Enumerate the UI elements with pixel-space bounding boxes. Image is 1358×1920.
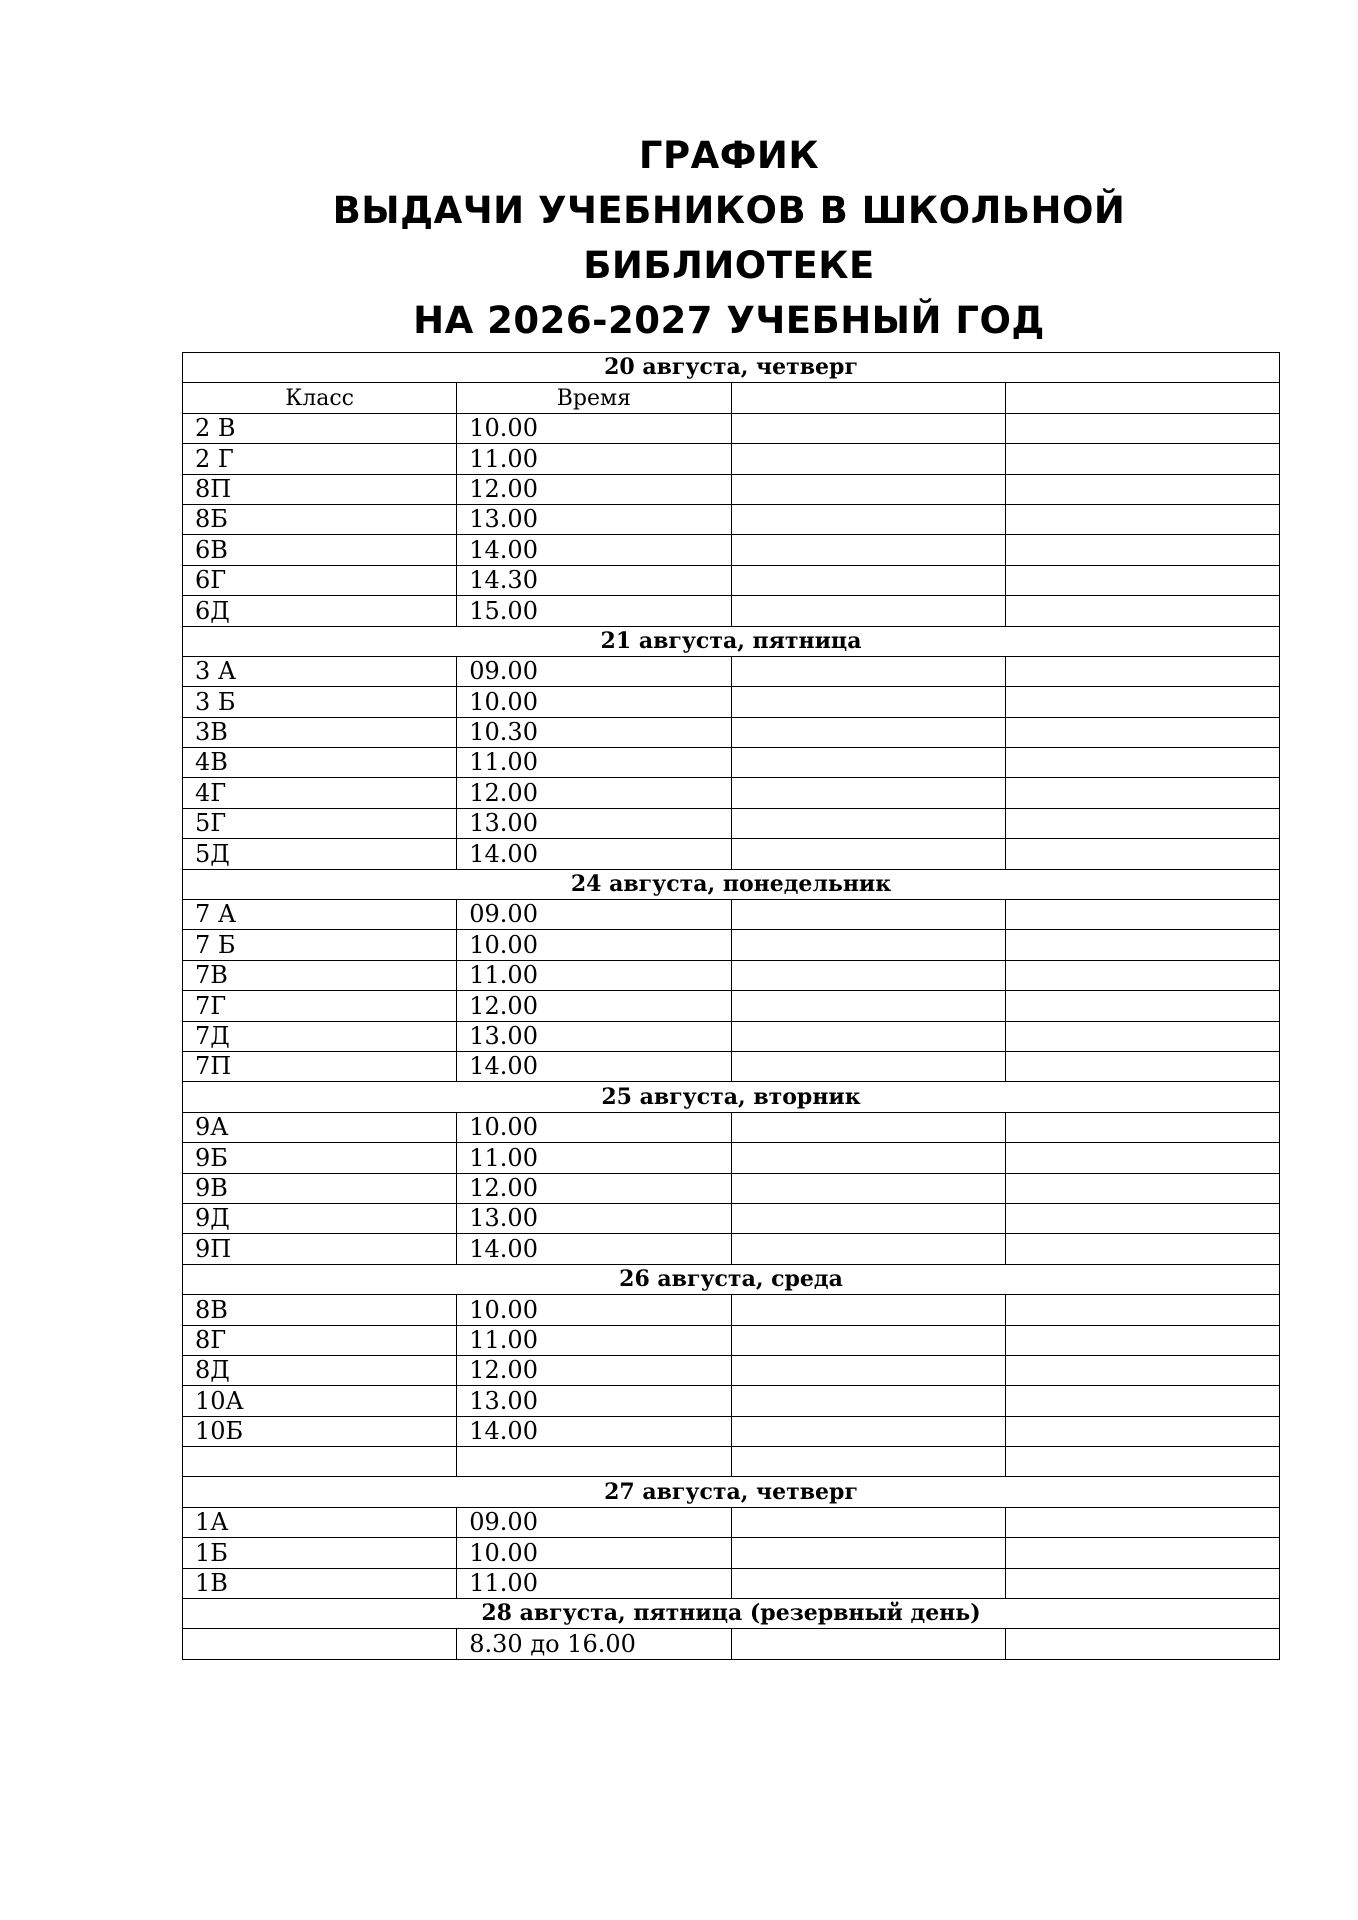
table-row bbox=[183, 596, 1280, 626]
empty-cell bbox=[731, 991, 1005, 1021]
empty-cell bbox=[1005, 717, 1279, 747]
empty-cell bbox=[1005, 596, 1279, 626]
table-row bbox=[183, 778, 1280, 808]
empty-cell bbox=[731, 1143, 1005, 1173]
class-cell: 4Г bbox=[183, 778, 457, 808]
empty-cell bbox=[1005, 1568, 1279, 1598]
empty-cell bbox=[731, 535, 1005, 565]
class-cell: 3 Б bbox=[183, 687, 457, 717]
class-cell: 10А bbox=[183, 1386, 457, 1416]
empty-cell bbox=[1005, 444, 1279, 474]
time-cell: 14.00 bbox=[457, 1416, 731, 1446]
class-cell: 9В bbox=[183, 1173, 457, 1203]
table-row bbox=[183, 1568, 1280, 1598]
empty-cell bbox=[731, 1173, 1005, 1203]
time-cell: 14.00 bbox=[457, 839, 731, 869]
empty-cell bbox=[731, 930, 1005, 960]
day-header: 21 августа, пятница bbox=[183, 626, 1280, 656]
day-header: 27 августа, четверг bbox=[183, 1477, 1280, 1507]
class-cell: 3В bbox=[183, 717, 457, 747]
empty-cell bbox=[731, 1051, 1005, 1081]
empty-cell bbox=[1005, 808, 1279, 838]
empty-cell bbox=[1005, 1051, 1279, 1081]
class-cell: 2 Г bbox=[183, 444, 457, 474]
empty-cell bbox=[1005, 1325, 1279, 1355]
class-cell: 5Г bbox=[183, 808, 457, 838]
empty-cell bbox=[731, 565, 1005, 595]
table-row bbox=[183, 1355, 1280, 1385]
class-cell: 7 Б bbox=[183, 930, 457, 960]
class-cell bbox=[183, 1629, 457, 1659]
table-row bbox=[183, 960, 1280, 990]
table-row bbox=[183, 474, 1280, 504]
time-cell: 14.00 bbox=[457, 535, 731, 565]
table-row bbox=[183, 1021, 1280, 1051]
empty-cell bbox=[1005, 1203, 1279, 1233]
empty-cell bbox=[731, 504, 1005, 534]
day-header: 28 августа, пятница (резервный день) bbox=[183, 1599, 1280, 1629]
empty-cell bbox=[731, 900, 1005, 930]
time-cell: 11.00 bbox=[457, 960, 731, 990]
empty-cell bbox=[1005, 1021, 1279, 1051]
empty-cell bbox=[731, 839, 1005, 869]
day-header: 20 августа, четверг bbox=[183, 353, 1280, 383]
empty-cell bbox=[731, 778, 1005, 808]
table-row bbox=[183, 1143, 1280, 1173]
table-row bbox=[183, 535, 1280, 565]
day-header-row bbox=[183, 1477, 1280, 1507]
class-cell: 9А bbox=[183, 1112, 457, 1142]
class-cell: 8П bbox=[183, 474, 457, 504]
day-header: 26 августа, среда bbox=[183, 1264, 1280, 1294]
time-cell: 12.00 bbox=[457, 991, 731, 1021]
class-cell: 9Б bbox=[183, 1143, 457, 1173]
time-cell: 10.00 bbox=[457, 1538, 731, 1568]
time-cell: 13.00 bbox=[457, 1386, 731, 1416]
table-row bbox=[183, 1173, 1280, 1203]
day-header: 24 августа, понедельник bbox=[183, 869, 1280, 899]
empty-cell bbox=[1005, 930, 1279, 960]
table-row bbox=[183, 900, 1280, 930]
empty-cell bbox=[731, 656, 1005, 686]
table-row bbox=[183, 991, 1280, 1021]
day-header-row bbox=[183, 1082, 1280, 1112]
empty-cell bbox=[731, 1447, 1005, 1477]
table-row bbox=[183, 1447, 1280, 1477]
title-line-4: НА 2026-2027 УЧЕБНЫЙ ГОД bbox=[413, 299, 1045, 342]
empty-cell bbox=[1005, 504, 1279, 534]
class-cell: 7 А bbox=[183, 900, 457, 930]
empty-cell bbox=[731, 1234, 1005, 1264]
empty-cell bbox=[731, 748, 1005, 778]
time-cell: 09.00 bbox=[457, 900, 731, 930]
time-cell: 09.00 bbox=[457, 1507, 731, 1537]
table-row bbox=[183, 1507, 1280, 1537]
table-row bbox=[183, 1325, 1280, 1355]
table-row bbox=[183, 808, 1280, 838]
empty-cell bbox=[731, 413, 1005, 443]
empty-cell bbox=[731, 1416, 1005, 1446]
column-header: Класс bbox=[183, 383, 457, 413]
empty-cell bbox=[1005, 1355, 1279, 1385]
column-header bbox=[1005, 383, 1279, 413]
table-row bbox=[183, 1112, 1280, 1142]
empty-cell bbox=[731, 1325, 1005, 1355]
class-cell: 6В bbox=[183, 535, 457, 565]
time-cell: 14.30 bbox=[457, 565, 731, 595]
empty-cell bbox=[731, 808, 1005, 838]
title-line-2: ВЫДАЧИ УЧЕБНИКОВ В ШКОЛЬНОЙ bbox=[332, 189, 1126, 232]
empty-cell bbox=[1005, 1629, 1279, 1659]
time-cell: 11.00 bbox=[457, 748, 731, 778]
time-cell: 11.00 bbox=[457, 1325, 731, 1355]
empty-cell bbox=[731, 717, 1005, 747]
time-cell: 11.00 bbox=[457, 1568, 731, 1598]
time-cell bbox=[457, 1447, 731, 1477]
empty-cell bbox=[731, 1355, 1005, 1385]
time-cell: 14.00 bbox=[457, 1234, 731, 1264]
class-cell: 8Г bbox=[183, 1325, 457, 1355]
empty-cell bbox=[731, 1295, 1005, 1325]
empty-cell bbox=[1005, 1416, 1279, 1446]
time-cell: 10.00 bbox=[457, 413, 731, 443]
table-row bbox=[183, 1416, 1280, 1446]
class-cell: 9П bbox=[183, 1234, 457, 1264]
day-header-row bbox=[183, 1264, 1280, 1294]
time-cell: 12.00 bbox=[457, 1355, 731, 1385]
empty-cell bbox=[1005, 960, 1279, 990]
time-cell: 12.00 bbox=[457, 778, 731, 808]
day-header-row bbox=[183, 353, 1280, 383]
empty-cell bbox=[1005, 1295, 1279, 1325]
title-line-1: ГРАФИК bbox=[638, 134, 820, 177]
empty-cell bbox=[1005, 900, 1279, 930]
table-row bbox=[183, 1051, 1280, 1081]
empty-cell bbox=[731, 687, 1005, 717]
empty-cell bbox=[1005, 1143, 1279, 1173]
class-cell: 5Д bbox=[183, 839, 457, 869]
day-header-row bbox=[183, 1599, 1280, 1629]
time-cell: 10.00 bbox=[457, 1112, 731, 1142]
class-cell: 9Д bbox=[183, 1203, 457, 1233]
time-cell: 10.30 bbox=[457, 717, 731, 747]
empty-cell bbox=[731, 1538, 1005, 1568]
column-header: Время bbox=[457, 383, 731, 413]
empty-cell bbox=[1005, 535, 1279, 565]
time-cell: 11.00 bbox=[457, 444, 731, 474]
title-line-3: БИБЛИОТЕКЕ bbox=[583, 244, 875, 287]
class-cell: 7П bbox=[183, 1051, 457, 1081]
empty-cell bbox=[731, 1386, 1005, 1416]
empty-cell bbox=[731, 596, 1005, 626]
class-cell: 3 А bbox=[183, 656, 457, 686]
time-cell: 10.00 bbox=[457, 1295, 731, 1325]
time-cell: 10.00 bbox=[457, 930, 731, 960]
table-row bbox=[183, 1538, 1280, 1568]
time-cell: 8.30 до 16.00 bbox=[457, 1629, 731, 1659]
empty-cell bbox=[731, 474, 1005, 504]
empty-cell bbox=[1005, 656, 1279, 686]
class-cell: 7В bbox=[183, 960, 457, 990]
time-cell: 12.00 bbox=[457, 1173, 731, 1203]
class-cell: 8Д bbox=[183, 1355, 457, 1385]
class-cell: 8В bbox=[183, 1295, 457, 1325]
time-cell: 10.00 bbox=[457, 687, 731, 717]
day-header-row bbox=[183, 626, 1280, 656]
table-row bbox=[183, 1234, 1280, 1264]
table-row bbox=[183, 1295, 1280, 1325]
table-row bbox=[183, 687, 1280, 717]
table-row bbox=[183, 565, 1280, 595]
column-header bbox=[731, 383, 1005, 413]
class-cell: 1А bbox=[183, 1507, 457, 1537]
empty-cell bbox=[1005, 991, 1279, 1021]
empty-cell bbox=[731, 1507, 1005, 1537]
class-cell: 8Б bbox=[183, 504, 457, 534]
class-cell: 10Б bbox=[183, 1416, 457, 1446]
empty-cell bbox=[1005, 1173, 1279, 1203]
empty-cell bbox=[1005, 839, 1279, 869]
table-row bbox=[183, 444, 1280, 474]
time-cell: 13.00 bbox=[457, 1021, 731, 1051]
empty-cell bbox=[1005, 413, 1279, 443]
class-cell: 6Г bbox=[183, 565, 457, 595]
time-cell: 13.00 bbox=[457, 504, 731, 534]
empty-cell bbox=[731, 1203, 1005, 1233]
class-cell: 1Б bbox=[183, 1538, 457, 1568]
empty-cell bbox=[731, 1021, 1005, 1051]
class-cell: 7Д bbox=[183, 1021, 457, 1051]
time-cell: 13.00 bbox=[457, 1203, 731, 1233]
time-cell: 13.00 bbox=[457, 808, 731, 838]
class-cell: 7Г bbox=[183, 991, 457, 1021]
day-header: 25 августа, вторник bbox=[183, 1082, 1280, 1112]
empty-cell bbox=[1005, 474, 1279, 504]
empty-cell bbox=[1005, 748, 1279, 778]
empty-cell bbox=[1005, 778, 1279, 808]
schedule-body bbox=[183, 353, 1280, 1660]
time-cell: 09.00 bbox=[457, 656, 731, 686]
table-row bbox=[183, 1386, 1280, 1416]
table-row bbox=[183, 656, 1280, 686]
empty-cell bbox=[731, 1112, 1005, 1142]
empty-cell bbox=[1005, 1447, 1279, 1477]
empty-cell bbox=[731, 1568, 1005, 1598]
column-header-row bbox=[183, 383, 1280, 413]
class-cell: 4В bbox=[183, 748, 457, 778]
empty-cell bbox=[731, 444, 1005, 474]
table-row bbox=[183, 1629, 1280, 1659]
day-header-row bbox=[183, 869, 1280, 899]
class-cell: 6Д bbox=[183, 596, 457, 626]
table-row bbox=[183, 748, 1280, 778]
empty-cell bbox=[1005, 687, 1279, 717]
time-cell: 12.00 bbox=[457, 474, 731, 504]
document-title bbox=[50, 128, 1358, 348]
class-cell: 2 В bbox=[183, 413, 457, 443]
empty-cell bbox=[1005, 1538, 1279, 1568]
empty-cell bbox=[731, 960, 1005, 990]
time-cell: 14.00 bbox=[457, 1051, 731, 1081]
table-row bbox=[183, 839, 1280, 869]
table-row bbox=[183, 504, 1280, 534]
table-row bbox=[183, 930, 1280, 960]
class-cell bbox=[183, 1447, 457, 1477]
empty-cell bbox=[1005, 1386, 1279, 1416]
class-cell: 1В bbox=[183, 1568, 457, 1598]
empty-cell bbox=[1005, 1507, 1279, 1537]
empty-cell bbox=[1005, 565, 1279, 595]
table-row bbox=[183, 1203, 1280, 1233]
schedule-table bbox=[182, 352, 1280, 1660]
empty-cell bbox=[1005, 1112, 1279, 1142]
time-cell: 15.00 bbox=[457, 596, 731, 626]
empty-cell bbox=[1005, 1234, 1279, 1264]
time-cell: 11.00 bbox=[457, 1143, 731, 1173]
table-row bbox=[183, 413, 1280, 443]
table-row bbox=[183, 717, 1280, 747]
empty-cell bbox=[731, 1629, 1005, 1659]
